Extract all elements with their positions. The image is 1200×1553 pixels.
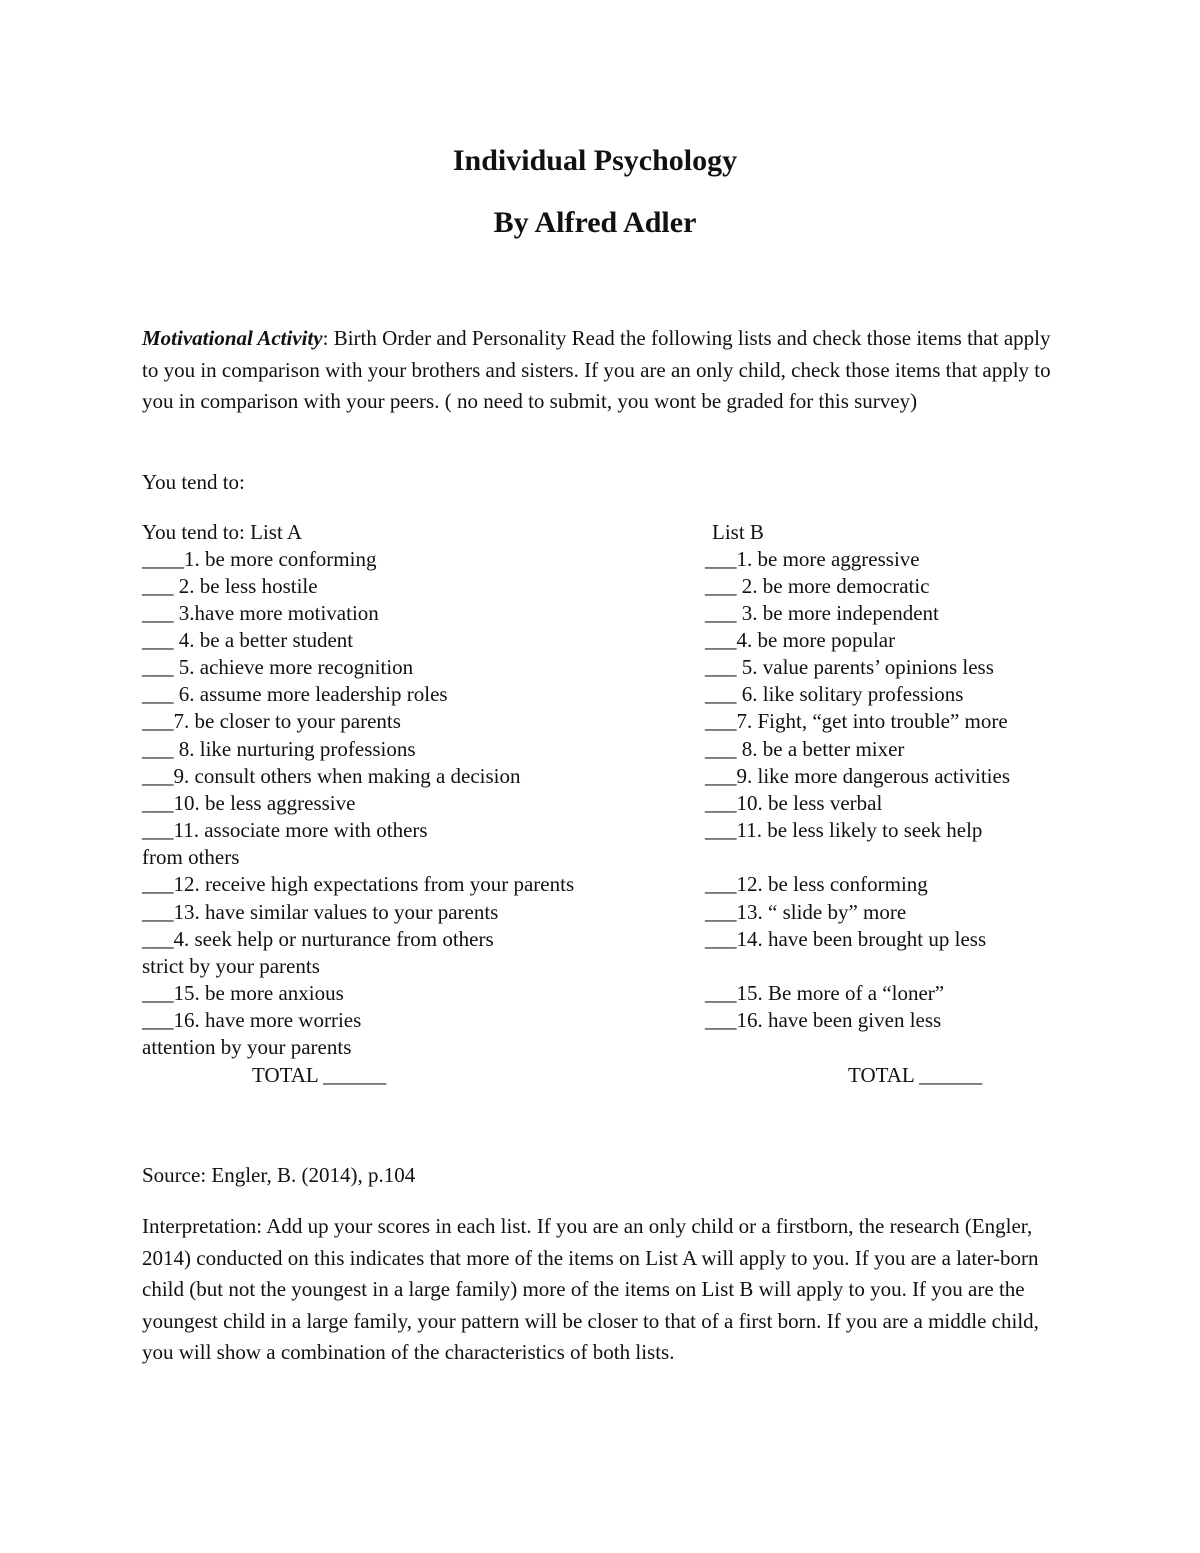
list-a-item-continuation: attention by your parents	[142, 1035, 352, 1059]
intro-text: : Birth Order and Personality Read the following lists and check those items that apply to you in comparison with your brothers and sisters. If you are an only child, check those items that apply to you in comparison with your peers. ( no need to submit, you wont be graded for this survey)	[142, 326, 1051, 413]
list-b-item: ___9. like more dangerous activities	[705, 764, 1011, 788]
list-a-item: ___ 4. be a better student	[142, 628, 354, 652]
list-b-item: ___4. be more popular	[705, 628, 896, 652]
author-line: By Alfred Adler	[493, 206, 697, 239]
list-a-item: ___ 8. like nurturing professions	[142, 737, 416, 761]
list-a-item: ___9. consult others when making a decision	[142, 764, 521, 788]
list-b-item: ___1. be more aggressive	[705, 547, 920, 571]
document-title: Individual Psychology	[452, 144, 738, 177]
list-a-item: ___15. be more anxious	[142, 981, 344, 1005]
list-a-total: TOTAL ______	[252, 1063, 387, 1087]
list-b-header: List B	[712, 520, 764, 544]
list-b-item: ___12. be less conforming	[705, 872, 928, 896]
list-a-item: ___10. be less aggressive	[142, 791, 356, 815]
list-b-total: TOTAL ______	[848, 1063, 983, 1087]
list-a-item: ___11. associate more with others	[142, 818, 428, 842]
list-a-item-continuation: strict by your parents	[142, 954, 320, 978]
list-a-item: ___ 5. achieve more recognition	[142, 655, 414, 679]
list-a-header: You tend to: List A	[142, 520, 303, 544]
list-b-item: ___ 6. like solitary professions	[705, 682, 964, 706]
list-a-item: ___13. have similar values to your parents	[142, 900, 499, 924]
list-a-item: ___16. have more worries	[142, 1008, 362, 1032]
intro-lead: Motivational Activity	[142, 326, 323, 350]
list-a-item: ___ 6. assume more leadership roles	[142, 682, 448, 706]
list-a-item: ___7. be closer to your parents	[142, 709, 401, 733]
list-b-item: ___13. “ slide by” more	[705, 900, 907, 924]
interpretation-paragraph: Interpretation: Add up your scores in each list. If you are an only child or a firstborn, the research (Engler, 2014) conducted on this indicates that more of the items on List A will apply to you. If you are a later-born child (but not the youngest in a large family) more of the items on List B will apply to you. If you are the youngest child in a large family, your pattern will be closer to that of a first born. If you are a middle child, you will show a combination of the characteristics of both lists.	[142, 1214, 1039, 1364]
list-b-item: ___ 2. be more democratic	[705, 574, 930, 598]
list-a-item: ___12. receive high expectations from your parents	[142, 872, 575, 896]
list-b-item: ___ 3. be more independent	[705, 601, 939, 625]
list-b-item: ___ 5. value parents’ opinions less	[705, 655, 994, 679]
list-a-item: ____1. be more conforming	[142, 547, 377, 571]
list-a-item: ___ 2. be less hostile	[142, 574, 318, 598]
list-b-item: ___7. Fight, “get into trouble” more	[705, 709, 1008, 733]
list-a-item: ___ 3.have more motivation	[142, 601, 379, 625]
list-b-item: ___14. have been brought up less	[705, 927, 987, 951]
list-b-item: ___10. be less verbal	[705, 791, 883, 815]
list-a-item-continuation: from others	[142, 845, 240, 869]
list-b-item: ___11. be less likely to seek help	[705, 818, 983, 842]
list-b-item: ___ 8. be a better mixer	[705, 737, 905, 761]
intro-paragraph	[142, 323, 1072, 418]
list-a-item: ___4. seek help or nurturance from others	[142, 927, 494, 951]
list-b-item: ___16. have been given less	[705, 1008, 942, 1032]
you-tend-to-label: You tend to:	[142, 470, 245, 494]
source-citation: Source: Engler, B. (2014), p.104	[142, 1163, 416, 1187]
list-b-item: ___15. Be more of a “loner”	[705, 981, 945, 1005]
